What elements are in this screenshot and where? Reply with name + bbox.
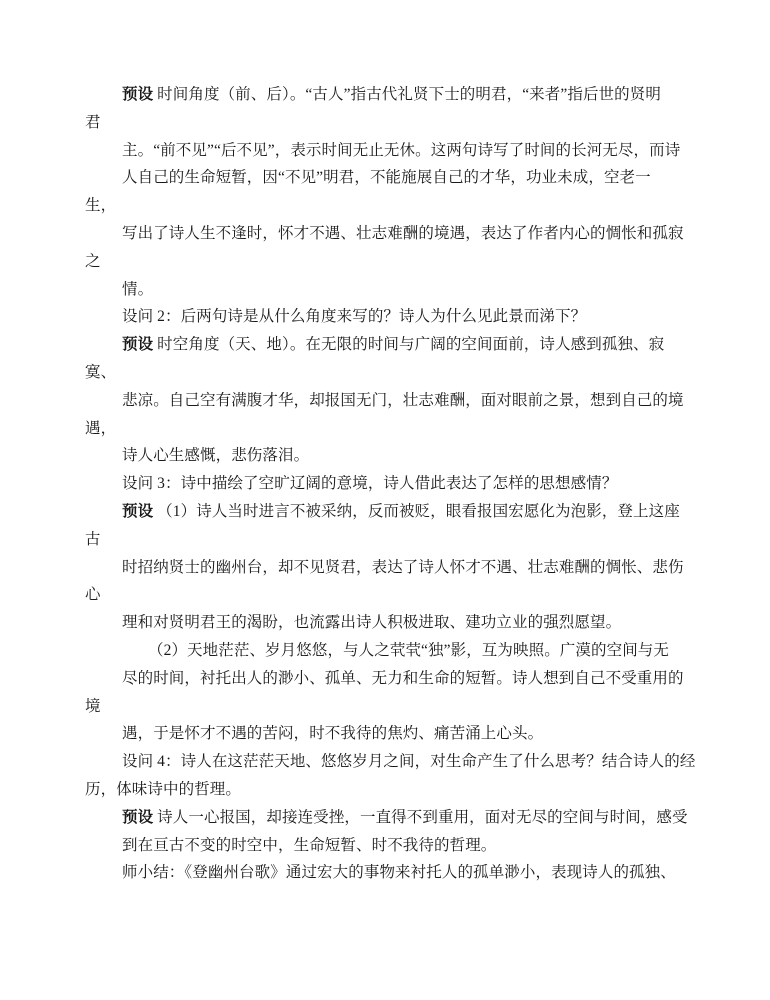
continuation-line — [85, 693, 725, 721]
text-segment: 人自己的生命短暂，因“不见”明君，不能施展自己的才华，功业未成，空老一 — [122, 169, 651, 187]
continuation-line — [85, 720, 725, 748]
continuation-line — [85, 220, 725, 248]
continuation-line — [85, 442, 725, 470]
continuation-line — [85, 192, 725, 220]
text-segment: 时招纳贤士的幽州台，却不见贤君，表达了诗人怀才不遇、壮志难酬的惆怅、悲伤 — [122, 558, 684, 576]
text-segment: 情。 — [122, 280, 154, 298]
continuation-line — [85, 415, 725, 443]
text-segment: 君 — [85, 113, 101, 131]
text-segment: 设问 4：诗人在这茫茫天地、悠悠岁月之间，对生命产生了什么思考？结合诗人的经 — [122, 753, 696, 771]
continuation-line — [85, 137, 725, 165]
text-segment: 历，体味诗中的哲理。 — [85, 780, 242, 798]
emphasis-text-segment: 预设 — [122, 86, 154, 103]
text-segment: 设问 3：诗中描绘了空旷辽阔的意境，诗人借此表达了怎样的思想感情？ — [122, 475, 618, 493]
continuation-line — [85, 359, 725, 387]
text-segment: 生， — [85, 197, 117, 215]
emphasis-text-segment: 预设 — [122, 502, 154, 520]
continuation-line — [85, 526, 725, 554]
preset-line — [85, 498, 725, 526]
continuation-line — [85, 248, 725, 276]
emphasis-text-segment: 预设 — [122, 808, 154, 826]
text-segment: 遇，于是怀才不遇的苦闷，时不我待的焦灼、痛苦涌上心头。 — [122, 725, 544, 743]
document-body — [85, 81, 725, 887]
text-segment: 古 — [85, 530, 101, 548]
continuation-line — [85, 164, 725, 192]
continuation-line — [85, 832, 725, 860]
text-segment: 境 — [85, 697, 101, 715]
text-segment: 师小结：《登幽州台歌》通过宏大的事物来衬托人的孤单渺小，表现诗人的孤独、 — [122, 864, 676, 882]
continuation-line — [85, 276, 725, 304]
text-segment: 主。“前不见”“后不见”，表示时间无止无休。这两句诗写了时间的长河无尽，而诗 — [122, 141, 681, 159]
emphasis-text-segment: 预设 — [122, 336, 154, 354]
text-segment: 寞、 — [85, 363, 117, 381]
preset-line — [85, 804, 725, 832]
question-line — [85, 303, 725, 331]
continuation-line — [85, 581, 725, 609]
text-segment: 遇， — [85, 419, 117, 437]
text-segment: 设问 2：后两句诗是从什么角度来写的？诗人为什么见此景而涕下？ — [122, 308, 587, 326]
preset-point-line — [85, 637, 725, 665]
teacher-summary-line — [85, 859, 725, 887]
continuation-line — [85, 554, 725, 582]
text-segment: 时间角度（前、后）。“古人”指古代礼贤下士的明君，“来者”指后世的贤明 — [153, 86, 661, 103]
text-segment: 尽的时间，衬托出人的渺小、孤单、无力和生命的短暂。诗人想到自己不受重用的 — [122, 669, 684, 687]
text-segment: 时空角度（天、地）。在无限的时间与广阔的空间面前，诗人感到孤独、寂 — [153, 336, 665, 354]
continuation-line — [85, 776, 725, 804]
text-segment: 诗人一心报国，却接连受挫，一直得不到重用，面对无尽的空间与时间，感受 — [153, 808, 688, 826]
text-segment: 诗人心生感慨，悲伤落泪。 — [122, 447, 310, 465]
text-segment: （2）天地茫茫、岁月悠悠，与人之茕茕“独”影，互为映照。广漠的空间与无 — [148, 641, 670, 659]
text-segment: 之 — [85, 252, 101, 270]
continuation-line — [85, 387, 725, 415]
continuation-line — [85, 109, 725, 137]
text-segment: 到在亘古不变的时空中，生命短暂、时不我待的哲理。 — [122, 836, 497, 854]
preset-line — [85, 81, 725, 109]
text-segment: 心 — [85, 586, 101, 604]
question-line — [85, 748, 725, 776]
text-segment: 理和对贤明君王的渴盼，也流露出诗人积极进取、建功立业的强烈愿望。 — [122, 614, 622, 632]
text-segment: 悲凉。自己空有满腹才华，却报国无门，壮志难酬，面对眼前之景，想到自己的境 — [122, 391, 684, 409]
text-segment: （1）诗人当时进言不被采纳，反而被贬，眼看报国宏愿化为泡影，登上这座 — [153, 502, 680, 520]
question-line — [85, 470, 725, 498]
continuation-line — [85, 609, 725, 637]
continuation-line — [85, 665, 725, 693]
text-segment: 写出了诗人生不逢时，怀才不遇、壮志难酬的境遇，表达了作者内心的惆怅和孤寂 — [122, 224, 684, 242]
preset-line — [85, 331, 725, 359]
